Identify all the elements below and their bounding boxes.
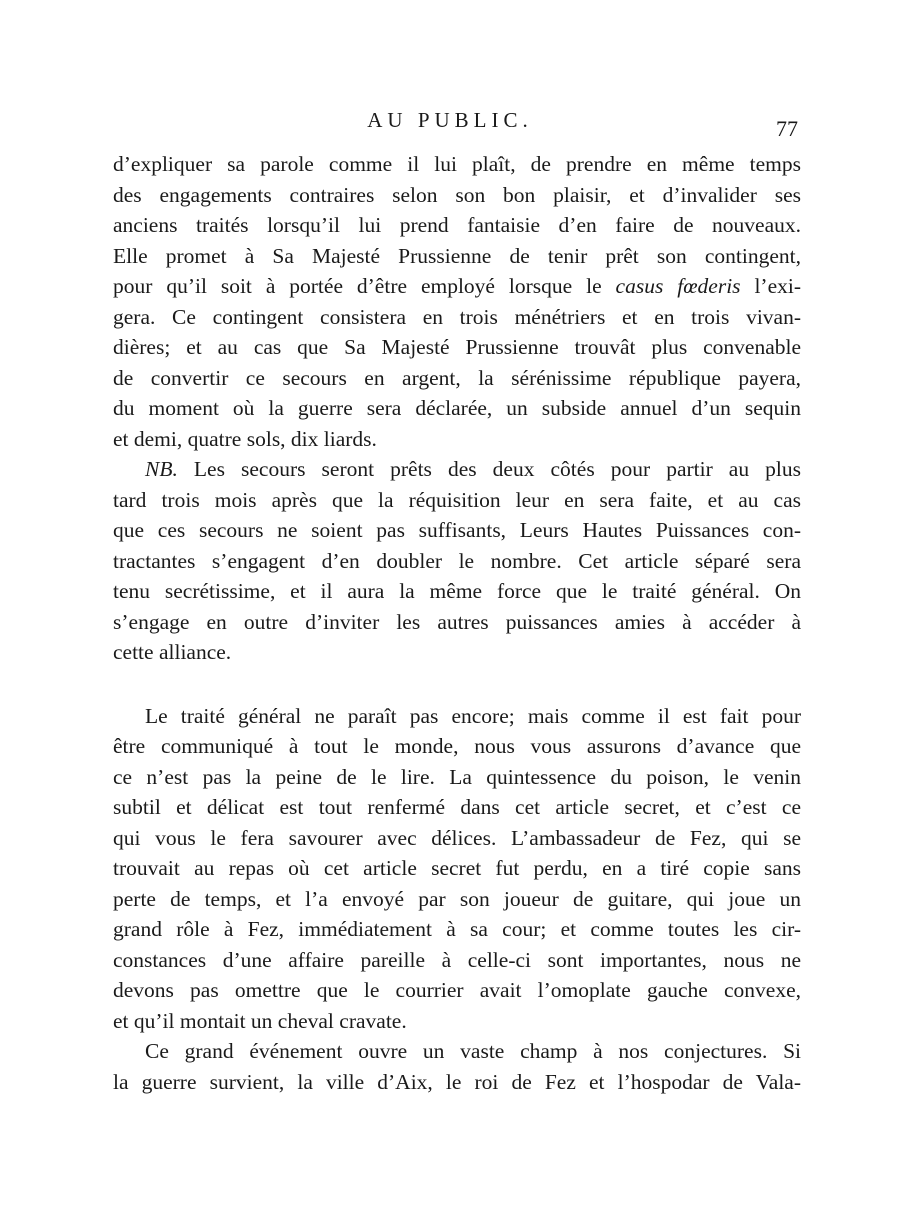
text-line: constances d’une affaire pareille à celle-ci sont importantes, nous ne <box>113 947 801 972</box>
text-line <box>113 454 801 485</box>
text-line: cette alliance. <box>113 640 232 664</box>
text-line: des engagements contraires selon son bon plaisir, et d’invalider ses <box>113 182 801 207</box>
text-line <box>113 271 801 302</box>
text-line: devons pas omettre que le courrier avait l’omoplate gauche convexe, <box>113 978 801 1002</box>
text-line: Elle promet à Sa Majesté Prussienne de tenir prêt son contingent, <box>113 243 801 268</box>
text-line: grand rôle à Fez, immédiatement à sa cour; et comme toutes les cir- <box>113 917 801 941</box>
text-line: être communiqué à tout le monde, nous vous assurons d’avance que <box>113 734 801 758</box>
text-line: tard trois mois après que la réquisition leur en sera faite, et au cas <box>113 487 801 512</box>
text-line: anciens traités lorsqu’il lui prend fantaisie d’en faire de nouveaux. <box>113 213 801 237</box>
text-segment: Les secours seront prêts des deux côtés pour partir au plus <box>177 457 801 481</box>
text-line: perte de temps, et l’a envoyé par son joueur de guitare, qui joue un <box>113 886 801 911</box>
paragraph <box>113 149 801 454</box>
text-line: la guerre survient, la ville d’Aix, le roi de Fez et l’hospodar de Vala- <box>113 1069 801 1094</box>
paragraph <box>113 454 801 668</box>
text-line: que ces secours ne soient pas suffisants, Leurs Hautes Puissances con- <box>113 518 801 542</box>
text-line: du moment où la guerre sera déclarée, un subside annuel d’un sequin <box>113 396 801 420</box>
text-line: gera. Ce contingent consistera en trois ménétriers et en trois vivan- <box>113 304 801 329</box>
nb-label: NB. <box>145 457 178 481</box>
text-line: d’expliquer sa parole comme il lui plaît, de prendre en même temps <box>113 152 801 176</box>
text-line: tenu secrétissime, et il aura la même force que le traité général. On <box>113 579 801 603</box>
text-line: ce n’est pas la peine de le lire. La quintessence du poison, le venin <box>113 764 801 789</box>
text-segment: l’exi- <box>740 274 802 298</box>
text-line: et demi, quatre sols, dix liards. <box>113 426 377 451</box>
text-line: tractantes s’engagent d’en doubler le nombre. Cet article séparé sera <box>113 548 801 573</box>
text-line: de convertir ce secours en argent, la sérénissime république payera, <box>113 365 801 390</box>
text-line: qui vous le fera savourer avec délices. L’ambassadeur de Fez, qui se <box>113 825 801 850</box>
text-line: Le traité général ne paraît pas encore; mais comme il est fait pour <box>145 703 801 728</box>
text-line: subtil et délicat est tout renfermé dans cet article secret, et c’est ce <box>113 795 801 819</box>
paragraph <box>113 701 801 1037</box>
text-line: et qu’il montait un cheval cravate. <box>113 1008 407 1033</box>
text-line: s’engage en outre d’inviter les autres puissances amies à accéder à <box>113 609 801 634</box>
page-body <box>113 149 801 1097</box>
text-segment: pour qu’il soit à portée d’être employé lorsque le <box>113 274 616 298</box>
text-line: trouvait au repas où cet article secret fut perdu, en a tiré copie sans <box>113 856 801 880</box>
page-number: 77 <box>776 116 798 141</box>
text-line: Ce grand événement ouvre un vaste champ à nos conjectures. Si <box>145 1039 801 1063</box>
text-line: dières; et au cas que Sa Majesté Prussienne trouvât plus convenable <box>113 335 801 359</box>
paragraph <box>113 1036 801 1097</box>
running-head: AU PUBLIC. <box>367 108 533 132</box>
latin-phrase: casus fœderis <box>615 274 741 298</box>
section-gap <box>113 668 801 701</box>
